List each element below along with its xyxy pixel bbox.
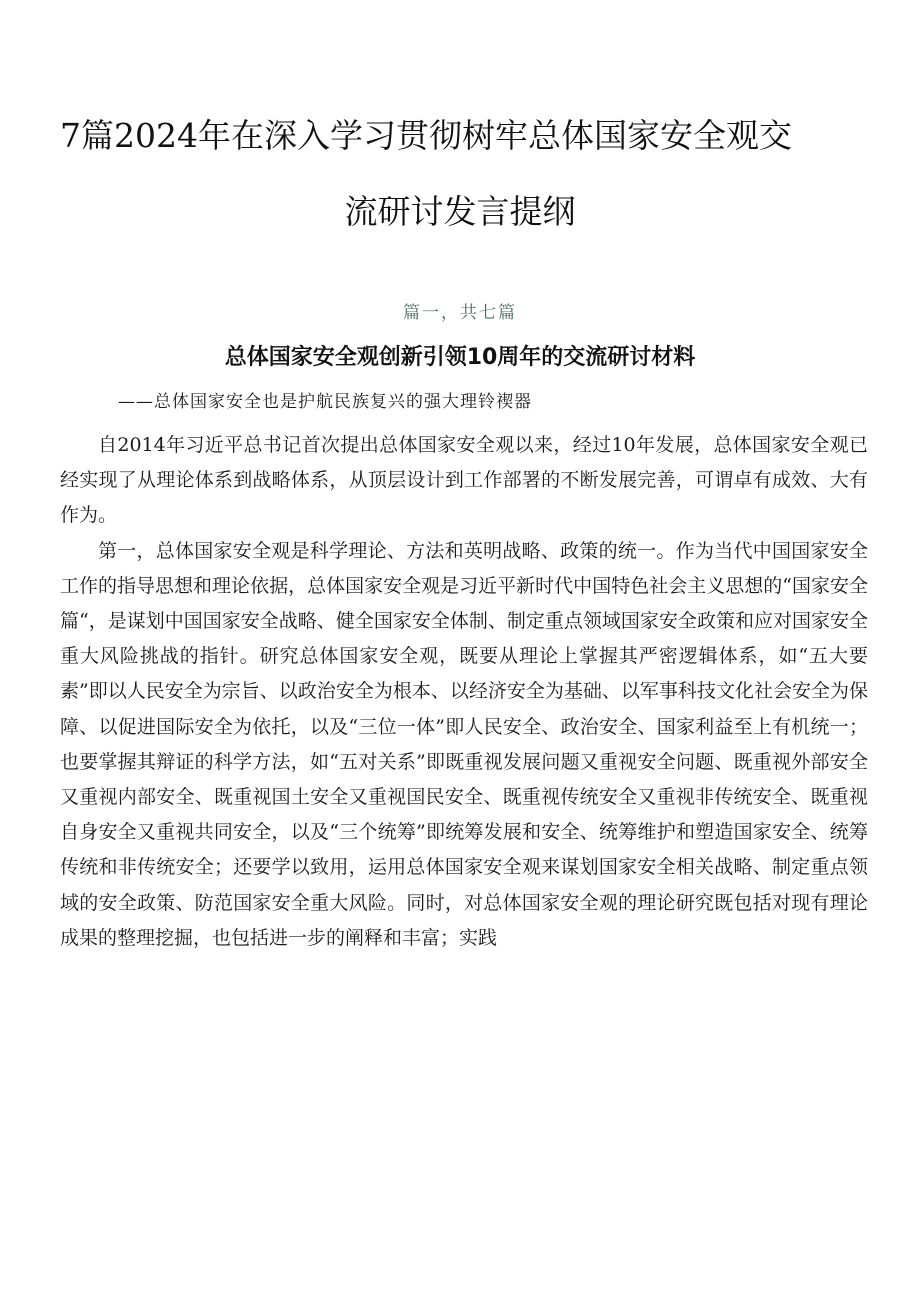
section-title: 总体国家安全观创新引领10周年的交流研讨材料 [224, 345, 696, 370]
section-byline: ——总体国家安全也是护航民族复兴的强大理铃禊器 [118, 392, 532, 412]
part-label: 篇一，共七篇 [403, 303, 517, 323]
document-title-line-1: 7篇2024年在深入学习贯彻树牢总体国家安全观交 [60, 116, 792, 155]
paragraph: 第一，总体国家安全观是科学理论、方法和英明战略、政策的统一。作为当代中国国家安全工作的指导思想和理论依据，总体国家安全观是习近平新时代中国特色社会主义思想的“国家安全篇“，是谋划中国国家安全战略、健全国家安全体制、制定重点领域国家安全政策和应对国家安全重大风险挑战的指针。研究总体国家安全观，既要从理论上掌握其严密逻辑体系，如“五大要素”即以人民安全为宗旨、以政治安全为根本、以经济安全为基础、以军事科技文化社会安全为保障、以促进国际安全为依托，以及“三位一体”即人民安全、政治安全、国家利益至上有机统一；也要掌握其辩证的科学方法，如“五对关系”即既重视发展问题又重视安全问题、既重视外部安全又重视内部安全、既重视国土安全又重视国民安全、既重视传统安全又重视非传统安全、既重视自身安全又重视共同安全，以及“三个统筹”即统筹发展和安全、统筹维护和塑造国家安全、统筹传统和非传统安全；还要学以致用，运用总体国家安全观来谋划国家安全相关战略、制定重点领域的安全政策、防范国家安全重大风险。同时，对总体国家安全观的理论研究既包括对现有理论成果的整理挖掘，也包括进一步的阐释和丰富；实践 [60, 539, 868, 949]
paragraph: 自2014年习近平总书记首次提出总体国家安全观以来，经过10年发展，总体国家安全观已经实现了从理论体系到战略体系，从顶层设计到工作部署的不断发展完善，可谓卓有成效、大有作为。 [60, 434, 868, 527]
document-body [60, 428, 868, 956]
document-title-line-2: 流研讨发言提纲 [344, 192, 576, 231]
